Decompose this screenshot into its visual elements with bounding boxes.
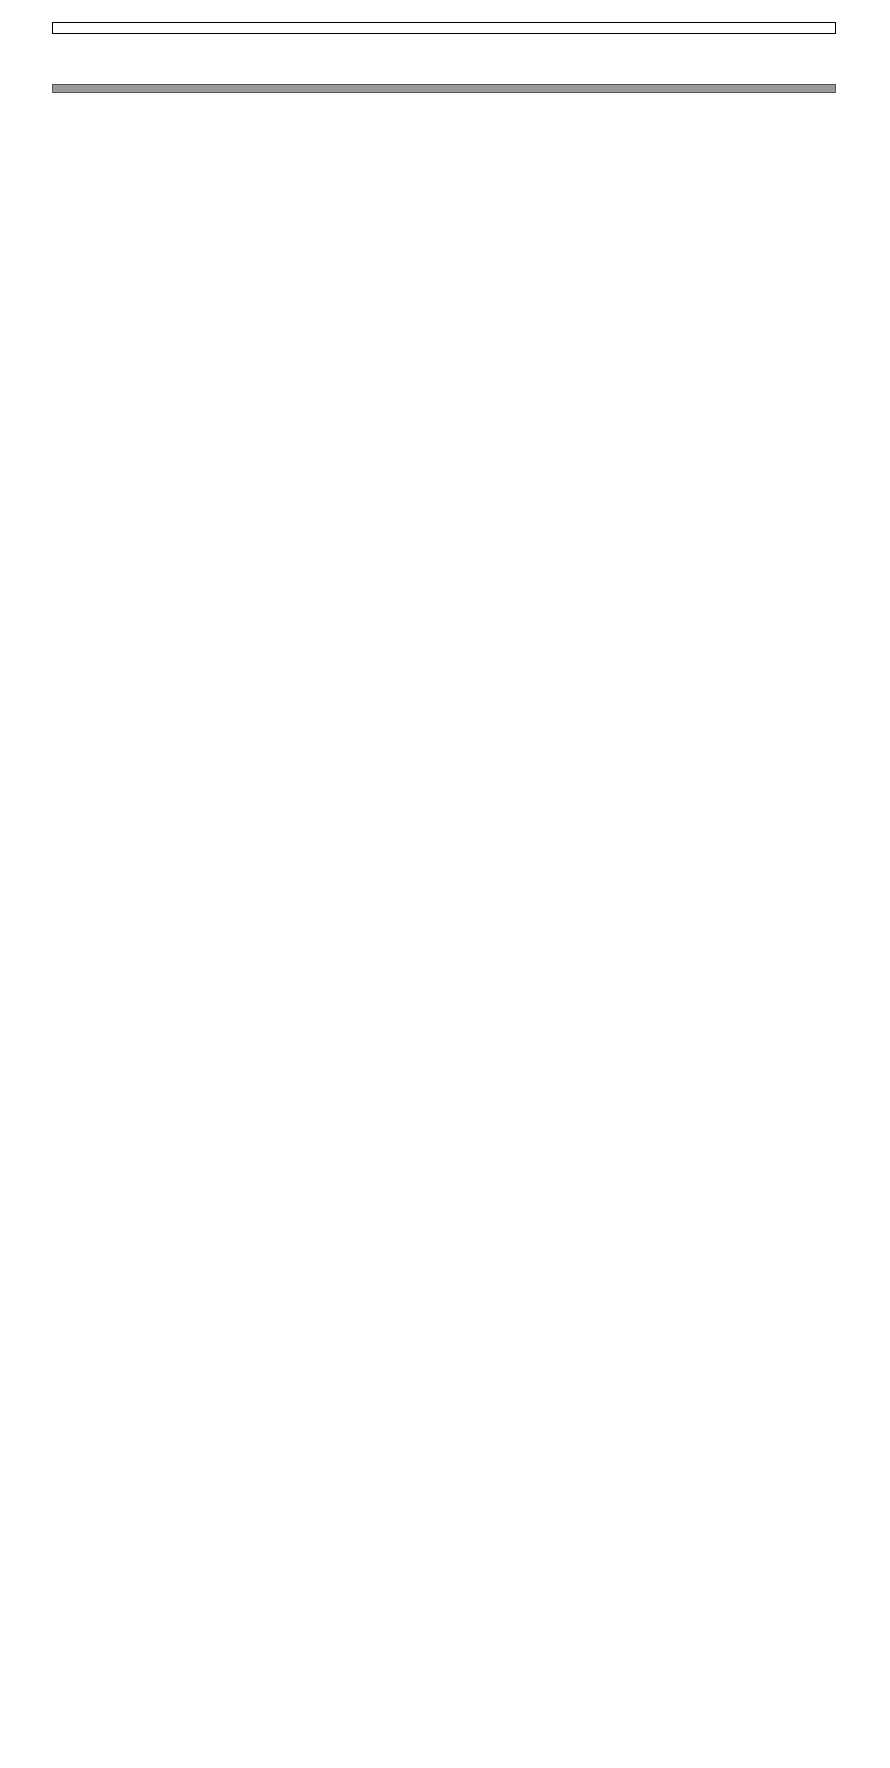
- coordinate-ruler[interactable]: [52, 22, 836, 34]
- cytoband-bar[interactable]: [52, 84, 836, 93]
- ruler-tick-labels: [52, 34, 836, 46]
